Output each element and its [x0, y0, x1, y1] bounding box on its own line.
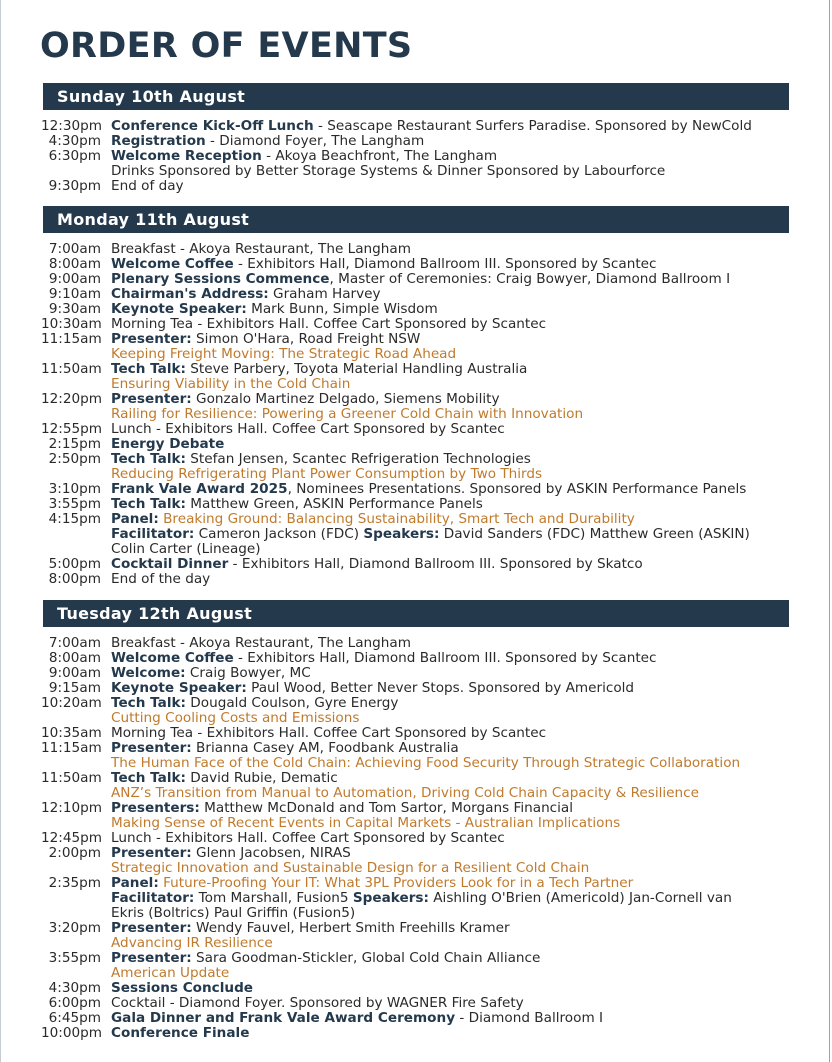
event-text: Morning Tea - Exhibitors Hall. Coffee Cart Sponsored by Scantec	[111, 725, 547, 741]
event-row	[43, 726, 789, 741]
event-line	[111, 179, 789, 194]
event-row	[43, 362, 789, 392]
event-line	[111, 831, 789, 846]
page-title: ORDER OF EVENTS	[40, 26, 413, 66]
event-text: Mark Bunn, Simple Wisdom	[246, 301, 438, 317]
event-line	[111, 786, 789, 801]
event-text: Graham Harvey	[268, 286, 381, 302]
event-text: Brianna Casey AM, Foodbank Australia	[191, 740, 459, 756]
event-description	[101, 512, 789, 557]
event-time: 9:00am	[48, 271, 101, 287]
event-text: Matthew McDonald and Tom Sartor, Morgans Financial	[199, 800, 574, 816]
session-topic: Cutting Cooling Costs and Emissions	[111, 710, 360, 726]
event-line	[111, 981, 789, 996]
event-text: Dougald Coulson, Gyre Energy	[185, 695, 399, 711]
event-text: Glenn Jacobsen, NIRAS	[191, 845, 351, 861]
event-text: Breakfast - Akoya Restaurant, The Langham	[111, 241, 411, 257]
event-line	[111, 242, 789, 257]
event-time: 11:50am	[41, 361, 102, 377]
event-label: Facilitator:	[111, 526, 195, 542]
event-description	[101, 497, 789, 512]
event-description	[101, 362, 789, 392]
event-row	[43, 666, 789, 681]
event-row	[43, 921, 789, 951]
event-time: 9:30pm	[48, 178, 101, 194]
event-text: Cameron Jackson (FDC)	[194, 526, 364, 542]
event-description	[101, 696, 789, 726]
event-line	[111, 696, 789, 711]
event-line	[111, 332, 789, 347]
event-line	[111, 407, 789, 422]
event-line	[111, 317, 789, 332]
event-description	[101, 392, 789, 422]
event-time: 10:00pm	[41, 1025, 103, 1041]
event-line	[111, 482, 789, 497]
event-text: Paul Wood, Better Never Stops. Sponsored by Americold	[246, 680, 635, 696]
event-line	[111, 302, 789, 317]
event-time: 12:10pm	[41, 800, 103, 816]
event-line	[111, 512, 789, 527]
event-line	[111, 741, 789, 756]
session-topic: Railing for Resilience: Powering a Greener Cold Chain with Innovation	[111, 406, 584, 422]
event-text: , Nominees Presentations. Sponsored by ASKIN Performance Panels	[287, 481, 747, 497]
event-line	[111, 756, 789, 771]
event-line	[111, 846, 789, 861]
event-text: Simon O'Hara, Road Freight NSW	[191, 331, 421, 347]
event-label: Tech Talk:	[111, 451, 186, 467]
day-header: Sunday 10th August	[43, 83, 789, 110]
event-time: 11:15am	[41, 740, 102, 756]
event-text: - Diamond Ballroom I	[455, 1010, 604, 1026]
event-label: Conference Kick-Off Lunch	[111, 118, 314, 134]
event-time: 4:30pm	[48, 133, 101, 149]
event-label: Speakers:	[363, 526, 440, 542]
event-line	[111, 542, 789, 557]
event-line	[111, 951, 789, 966]
event-description	[101, 242, 789, 257]
event-time: 4:30pm	[48, 980, 101, 996]
event-text: - Akoya Beachfront, The Langham	[261, 148, 498, 164]
event-description	[101, 272, 789, 287]
event-text: Lunch - Exhibitors Hall. Coffee Cart Sponsored by Scantec	[111, 830, 505, 846]
event-line	[111, 347, 789, 362]
event-description	[101, 951, 789, 981]
event-description	[101, 422, 789, 437]
event-text: Tom Marshall, Fusion5	[194, 890, 353, 906]
event-row	[43, 651, 789, 666]
event-label: Speakers:	[352, 890, 429, 906]
event-description	[101, 557, 789, 572]
session-topic: Strategic Innovation and Sustainable Design for a Resilient Cold Chain	[111, 860, 590, 876]
event-text: Colin Carter (Lineage)	[111, 541, 261, 557]
event-label: Tech Talk:	[111, 770, 186, 786]
event-line	[111, 876, 789, 891]
event-row	[43, 771, 789, 801]
event-text: - Exhibitors Hall, Diamond Ballroom III. Sponsored by Skatco	[228, 556, 643, 572]
event-line	[111, 996, 789, 1011]
event-line	[111, 437, 789, 452]
event-text: - Seascape Restaurant Surfers Paradise. Sponsored by NewCold	[313, 118, 752, 134]
event-description	[101, 876, 789, 921]
event-time: 2:35pm	[48, 875, 101, 891]
event-line	[111, 272, 789, 287]
session-topic: Future-Proofing Your IT: What 3PL Providers Look for in a Tech Partner	[158, 875, 634, 891]
event-text: Ekris (Boltrics) Paul Griffin (Fusion5)	[111, 905, 356, 921]
event-time: 9:30am	[48, 301, 101, 317]
event-row	[43, 497, 789, 512]
event-line	[111, 392, 789, 407]
event-label: Keynote Speaker:	[111, 301, 247, 317]
event-text: David Rubie, Dematic	[185, 770, 338, 786]
event-text: - Exhibitors Hall, Diamond Ballroom III. Sponsored by Scantec	[233, 256, 657, 272]
event-description	[101, 332, 789, 362]
event-line	[111, 771, 789, 786]
event-description	[101, 921, 789, 951]
event-line	[111, 681, 789, 696]
event-text: David Sanders (FDC) Matthew Green (ASKIN)	[439, 526, 750, 542]
day-header: Monday 11th August	[43, 206, 789, 233]
event-row	[43, 242, 789, 257]
event-line	[111, 452, 789, 467]
event-label: Conference Finale	[111, 1025, 250, 1041]
event-row	[43, 801, 789, 831]
event-row	[43, 996, 789, 1011]
event-label: Presenter:	[111, 391, 192, 407]
event-line	[111, 726, 789, 741]
event-row	[43, 119, 789, 134]
event-text: Stefan Jensen, Scantec Refrigeration Technologies	[185, 451, 531, 467]
event-row	[43, 876, 789, 921]
event-description	[101, 846, 789, 876]
event-row	[43, 981, 789, 996]
event-text: , Master of Ceremonies: Craig Bowyer, Diamond Ballroom I	[329, 271, 731, 287]
event-row	[43, 1026, 789, 1041]
event-row	[43, 512, 789, 557]
event-label: Presenter:	[111, 920, 192, 936]
event-description	[101, 317, 789, 332]
session-topic: Ensuring Viability in the Cold Chain	[111, 376, 351, 392]
event-text: Morning Tea - Exhibitors Hall. Coffee Cart Sponsored by Scantec	[111, 316, 547, 332]
event-label: Chairman's Address:	[111, 286, 269, 302]
event-row	[43, 452, 789, 482]
event-time: 3:20pm	[48, 920, 101, 936]
page-border-left	[0, 0, 1, 1062]
event-time: 12:55pm	[41, 421, 103, 437]
event-time: 10:30am	[41, 316, 102, 332]
event-label: Welcome Reception	[111, 148, 262, 164]
event-label: Tech Talk:	[111, 361, 186, 377]
event-time: 7:00am	[48, 241, 101, 257]
event-label: Panel:	[111, 875, 159, 891]
event-text: - Exhibitors Hall, Diamond Ballroom III. Sponsored by Scantec	[233, 650, 657, 666]
event-line	[111, 287, 789, 302]
event-label: Tech Talk:	[111, 496, 186, 512]
event-list	[43, 636, 789, 1041]
event-time: 2:15pm	[48, 436, 101, 452]
event-row	[43, 696, 789, 726]
event-time: 11:15am	[41, 331, 102, 347]
event-description	[101, 666, 789, 681]
event-text: End of day	[111, 178, 184, 194]
event-label: Welcome Coffee	[111, 650, 234, 666]
event-line	[111, 164, 789, 179]
event-row	[43, 422, 789, 437]
event-label: Presenter:	[111, 845, 192, 861]
event-label: Tech Talk:	[111, 695, 186, 711]
event-row	[43, 302, 789, 317]
event-description	[101, 1026, 789, 1041]
event-description	[101, 981, 789, 996]
event-text: End of the day	[111, 571, 211, 587]
event-line	[111, 467, 789, 482]
event-time: 3:10pm	[48, 481, 101, 497]
event-line	[111, 362, 789, 377]
event-time: 8:00pm	[48, 571, 101, 587]
event-time: 9:00am	[48, 665, 101, 681]
event-label: Gala Dinner and Frank Vale Award Ceremony	[111, 1010, 456, 1026]
event-line	[111, 636, 789, 651]
event-description	[101, 437, 789, 452]
event-row	[43, 572, 789, 587]
event-label: Keynote Speaker:	[111, 680, 247, 696]
event-line	[111, 422, 789, 437]
event-line	[111, 921, 789, 936]
event-label: Panel:	[111, 511, 159, 527]
event-line	[111, 966, 789, 981]
event-label: Energy Debate	[111, 436, 225, 452]
event-line	[111, 906, 789, 921]
event-description	[101, 119, 789, 134]
event-text: Steve Parbery, Toyota Material Handling Australia	[185, 361, 528, 377]
event-description	[101, 636, 789, 651]
event-time: 7:00am	[48, 635, 101, 651]
event-label: Plenary Sessions Commence	[111, 271, 330, 287]
event-line	[111, 149, 789, 164]
event-line	[111, 497, 789, 512]
event-row	[43, 951, 789, 981]
event-description	[101, 741, 789, 771]
event-text: Craig Bowyer, MC	[185, 665, 311, 681]
event-row	[43, 681, 789, 696]
event-row	[43, 741, 789, 771]
event-line	[111, 557, 789, 572]
event-row	[43, 317, 789, 332]
day-section-sunday	[43, 83, 789, 194]
event-line	[111, 572, 789, 587]
event-description	[101, 179, 789, 194]
session-topic: Keeping Freight Moving: The Strategic Road Ahead	[111, 346, 457, 362]
event-description	[101, 726, 789, 741]
event-line	[111, 527, 789, 542]
event-time: 6:00pm	[48, 995, 101, 1011]
session-topic: Advancing IR Resilience	[111, 935, 273, 951]
event-row	[43, 1011, 789, 1026]
event-time: 10:35am	[41, 725, 102, 741]
event-row	[43, 149, 789, 179]
event-label: Presenter:	[111, 950, 192, 966]
event-label: Presenter:	[111, 740, 192, 756]
session-topic: The Human Face of the Cold Chain: Achieving Food Security Through Strategic Collaboration	[111, 755, 741, 771]
event-text: Gonzalo Martinez Delgado, Siemens Mobility	[191, 391, 500, 407]
event-time: 2:00pm	[48, 845, 101, 861]
event-line	[111, 666, 789, 681]
event-description	[101, 801, 789, 831]
event-description	[101, 257, 789, 272]
event-description	[101, 482, 789, 497]
event-time: 5:00pm	[48, 556, 101, 572]
event-line	[111, 711, 789, 726]
event-time: 2:50pm	[48, 451, 101, 467]
event-row	[43, 134, 789, 149]
event-row	[43, 332, 789, 362]
event-text: Matthew Green, ASKIN Performance Panels	[185, 496, 483, 512]
event-text: Lunch - Exhibitors Hall. Coffee Cart Sponsored by Scantec	[111, 421, 505, 437]
event-label: Welcome:	[111, 665, 186, 681]
event-label: Facilitator:	[111, 890, 195, 906]
event-line	[111, 861, 789, 876]
event-time: 9:10am	[48, 286, 101, 302]
session-topic: American Update	[111, 965, 230, 981]
event-row	[43, 846, 789, 876]
event-description	[101, 831, 789, 846]
event-description	[101, 1011, 789, 1026]
event-description	[101, 651, 789, 666]
event-time: 9:15am	[48, 680, 101, 696]
event-row	[43, 482, 789, 497]
event-text: Drinks Sponsored by Better Storage Systems & Dinner Sponsored by Labourforce	[111, 163, 666, 179]
event-row	[43, 179, 789, 194]
event-line	[111, 1026, 789, 1041]
event-row	[43, 437, 789, 452]
event-text: Aishling O'Brien (Americold) Jan-Cornell van	[428, 890, 732, 906]
event-row	[43, 287, 789, 302]
event-description	[101, 452, 789, 482]
day-section-monday	[43, 206, 789, 587]
event-description	[101, 572, 789, 587]
event-text: Wendy Fauvel, Herbert Smith Freehills Kramer	[191, 920, 510, 936]
event-text: Breakfast - Akoya Restaurant, The Langham	[111, 635, 411, 651]
event-row	[43, 636, 789, 651]
event-line	[111, 816, 789, 831]
event-time: 10:20am	[41, 695, 102, 711]
event-label: Welcome Coffee	[111, 256, 234, 272]
event-label: Sessions Conclude	[111, 980, 254, 996]
event-line	[111, 651, 789, 666]
event-line	[111, 377, 789, 392]
event-list	[43, 119, 789, 194]
event-time: 6:45pm	[48, 1010, 101, 1026]
session-topic: Making Sense of Recent Events in Capital Markets - Australian Implications	[111, 815, 621, 831]
event-time: 3:55pm	[48, 950, 101, 966]
event-time: 12:30pm	[41, 118, 103, 134]
event-line	[111, 257, 789, 272]
event-label: Registration	[111, 133, 206, 149]
session-topic: Breaking Ground: Balancing Sustainability, Smart Tech and Durability	[158, 511, 635, 527]
event-row	[43, 557, 789, 572]
event-time: 8:00am	[48, 256, 101, 272]
event-label: Presenters:	[111, 800, 200, 816]
event-row	[43, 831, 789, 846]
session-topic: Reducing Refrigerating Plant Power Consumption by Two Thirds	[111, 466, 543, 482]
event-description	[101, 996, 789, 1011]
event-description	[101, 287, 789, 302]
event-row	[43, 392, 789, 422]
event-time: 12:20pm	[41, 391, 103, 407]
event-label: Frank Vale Award 2025	[111, 481, 288, 497]
event-description	[101, 302, 789, 317]
event-row	[43, 272, 789, 287]
event-line	[111, 134, 789, 149]
event-text: - Diamond Foyer, The Langham	[205, 133, 425, 149]
event-line	[111, 801, 789, 816]
event-time: 3:55pm	[48, 496, 101, 512]
day-section-tuesday	[43, 600, 789, 1041]
event-label: Presenter:	[111, 331, 192, 347]
event-row	[43, 257, 789, 272]
event-line	[111, 119, 789, 134]
event-description	[101, 771, 789, 801]
event-text: Cocktail - Diamond Foyer. Sponsored by WAGNER Fire Safety	[111, 995, 524, 1011]
event-line	[111, 891, 789, 906]
event-description	[101, 134, 789, 149]
event-time: 4:15pm	[48, 511, 101, 527]
page-border-right	[829, 0, 830, 1062]
event-description	[101, 149, 789, 179]
event-text: Sara Goodman-Stickler, Global Cold Chain Alliance	[191, 950, 541, 966]
event-time: 11:50am	[41, 770, 102, 786]
event-time: 6:30pm	[48, 148, 101, 164]
event-label: Cocktail Dinner	[111, 556, 229, 572]
day-header: Tuesday 12th August	[43, 600, 789, 627]
event-time: 12:45pm	[41, 830, 103, 846]
session-topic: ANZ’s Transition from Manual to Automation, Driving Cold Chain Capacity & Resilience	[111, 785, 700, 801]
event-description	[101, 681, 789, 696]
event-line	[111, 1011, 789, 1026]
event-list	[43, 242, 789, 587]
event-line	[111, 936, 789, 951]
event-time: 8:00am	[48, 650, 101, 666]
